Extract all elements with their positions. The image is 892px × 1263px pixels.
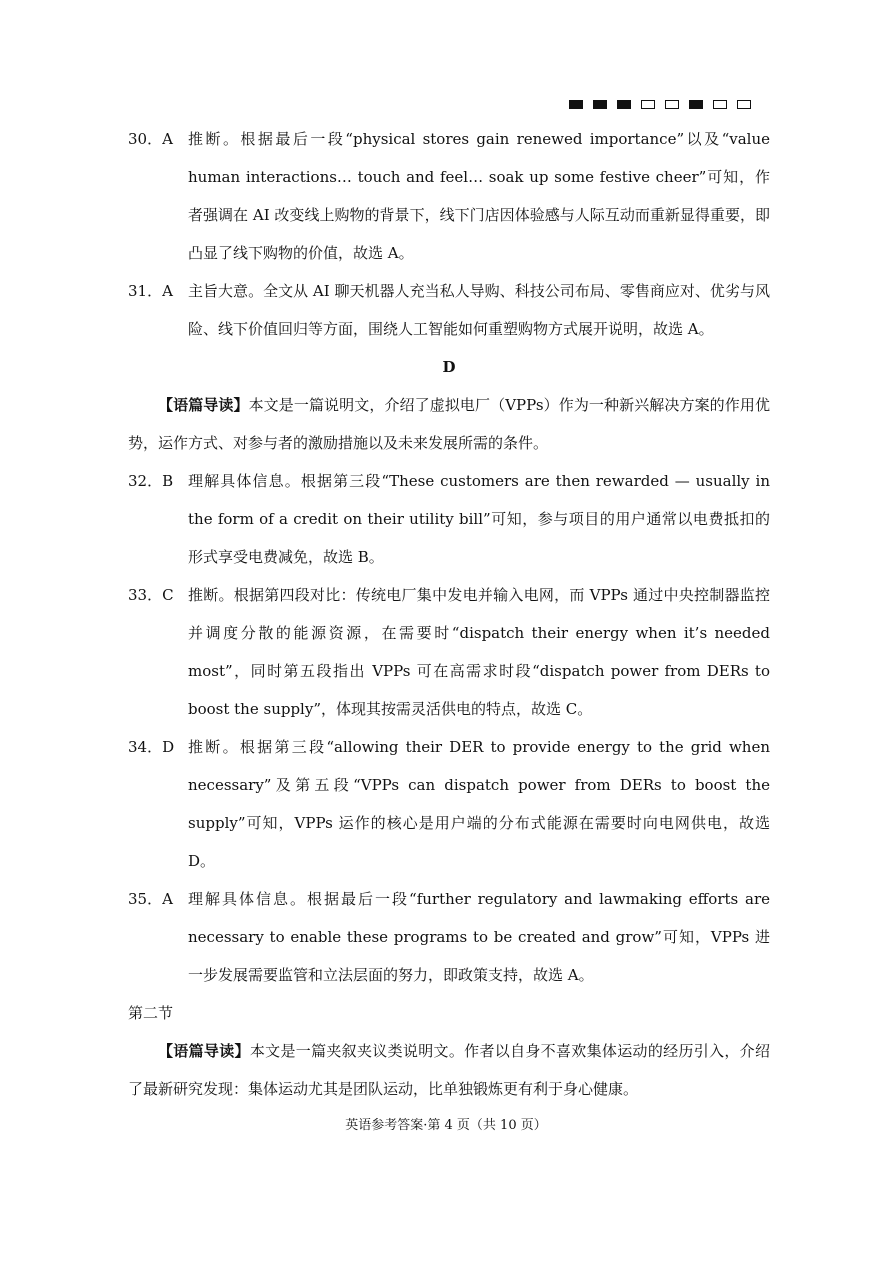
answer-number: 32．B — [128, 472, 174, 490]
answer-item-31 — [128, 272, 770, 348]
header-mark-5 — [665, 100, 679, 109]
answer-explanation: 理解具体信息。根据第三段“These customers are then rewarded — usually in the form of a credit on their utility bill”可知，参与项目的用户通常以电费抵扣的形式享受电费减免，故选 B。 — [188, 472, 770, 566]
answer-item-35 — [128, 880, 770, 994]
passage-guide-d — [128, 386, 770, 462]
answer-item-33 — [128, 576, 770, 728]
answer-item-30 — [128, 120, 770, 272]
section-heading-d: D — [442, 358, 456, 376]
answer-explanation: 推断。根据第四段对比：传统电厂集中发电并输入电网，而 VPPs 通过中央控制器监控并调度分散的能源资源，在需要时“dispatch their energy when it’s needed most”，同时第五段指出 VPPs 可在高需求时段“dispatch power from DERs to boost the supply”，体现其按需灵活供电的特点，故选 C。 — [188, 586, 770, 718]
header-mark-8 — [737, 100, 751, 109]
passage-guide-part-two — [128, 1032, 770, 1108]
answer-explanation: 主旨大意。全文从 AI 聊天机器人充当私人导购、科技公司布局、零售商应对、优劣与风险、线下价值回归等方面，围绕人工智能如何重塑购物方式展开说明，故选 A。 — [188, 282, 770, 338]
passage-guide-text: 本文是一篇夹叙夹议类说明文。作者以自身不喜欢集体运动的经历引入，介绍了最新研究发现：集体运动尤其是团队运动，比单独锻炼更有利于身心健康。 — [128, 1042, 770, 1098]
answer-item-32 — [128, 462, 770, 576]
answer-explanation: 推断。根据最后一段“physical stores gain renewed importance”以及“value human interactions… touch and feel… soak up some festive cheer”可知，作者强调在 AI 改变线上购物的背景下，线下门店因体验感与人际互动而重新显得重要，即凸显了线下购物的价值，故选 A。 — [188, 130, 770, 262]
answer-number: 35．A — [128, 890, 173, 908]
answer-number: 30．A — [128, 130, 173, 148]
answer-number: 34．D — [128, 738, 175, 756]
header-mark-7 — [713, 100, 727, 109]
section-heading-part-two: 第二节 — [128, 1004, 174, 1022]
passage-guide-tag: 【语篇导读】 — [158, 396, 249, 414]
answer-content — [128, 120, 770, 1108]
passage-guide-text: 本文是一篇说明文，介绍了虚拟电厂（VPPs）作为一种新兴解决方案的作用优势，运作方式、对参与者的激励措施以及未来发展所需的条件。 — [128, 396, 770, 452]
answer-explanation: 推断。根据第三段“allowing their DER to provide energy to the grid when necessary”及第五段“VPPs can dispatch power from DERs to boost the supply”可知，VPPs 运作的核心是用户端的分布式能源在需要时向电网供电，故选 D。 — [188, 738, 770, 870]
header-mark-3 — [617, 100, 631, 109]
header-mark-2 — [593, 100, 607, 109]
passage-guide-tag: 【语篇导读】 — [158, 1042, 250, 1060]
header-mark-6 — [689, 100, 703, 109]
header-marks — [569, 100, 751, 109]
header-mark-4 — [641, 100, 655, 109]
answer-explanation: 理解具体信息。根据最后一段“further regulatory and lawmaking efforts are necessary to enable these programs to be created and grow”可知，VPPs 进一步发展需要监管和立法层面的努力，即政策支持，故选 A。 — [188, 890, 770, 984]
answer-number: 33．C — [128, 586, 174, 604]
page-footer: 英语参考答案·第 4 页（共 10 页） — [345, 1118, 547, 1133]
answer-item-34 — [128, 728, 770, 880]
answer-number: 31．A — [128, 282, 173, 300]
header-mark-1 — [569, 100, 583, 109]
